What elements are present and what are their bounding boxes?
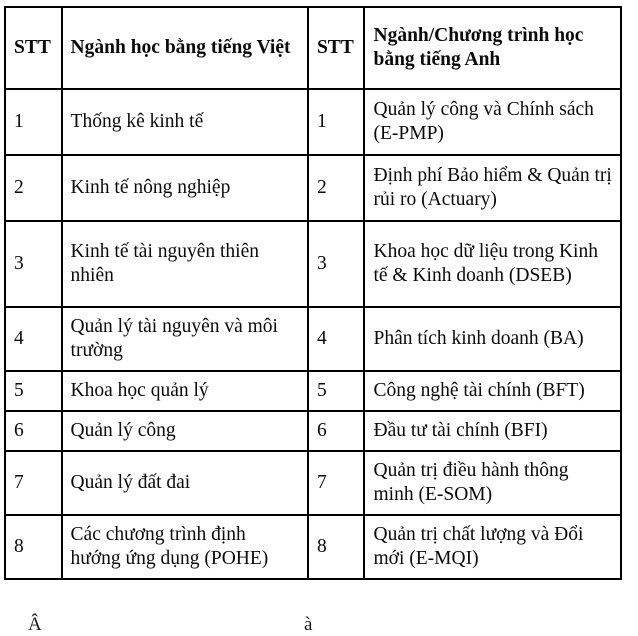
table-header [5,7,621,89]
cell-program-vietnamese: Quản lý công [62,411,308,451]
clipped-glyph-right: à [304,614,313,635]
column-header-stt-english: STT [308,7,365,89]
cell-stt-english: 3 [308,221,365,307]
cell-program-english: Khoa học dữ liệu trong Kinh tế & Kinh doanh (DSEB) [364,221,621,307]
cell-program-english: Quản trị điều hành thông minh (E-SOM) [364,451,621,515]
table-row [5,371,621,411]
cell-stt-english: 2 [308,155,365,221]
cell-stt-vietnamese: 8 [5,515,62,579]
cell-stt-english: 4 [308,307,365,371]
cell-stt-english: 8 [308,515,365,579]
cell-stt-vietnamese: 5 [5,371,62,411]
cell-program-english: Phân tích kinh doanh (BA) [364,307,621,371]
cell-stt-vietnamese: 6 [5,411,62,451]
cell-stt-english: 5 [308,371,365,411]
table-header-row [5,7,621,89]
cell-program-vietnamese: Khoa học quản lý [62,371,308,411]
cell-program-vietnamese: Các chương trình định hướng ứng dụng (POHE) [62,515,308,579]
cell-stt-english: 1 [308,89,365,155]
cell-stt-english: 6 [308,411,365,451]
cell-stt-vietnamese: 7 [5,451,62,515]
cell-stt-english: 7 [308,451,365,515]
cell-program-english: Định phí Bảo hiểm & Quản trị rủi ro (Actuary) [364,155,621,221]
cell-program-english: Quản lý công và Chính sách (E-PMP) [364,89,621,155]
clipped-next-row [4,614,622,635]
table-row [5,515,621,579]
academic-programs-table [4,6,622,580]
column-header-program-vietnamese: Ngành học bằng tiếng Việt [62,7,308,89]
table-row [5,155,621,221]
cell-stt-vietnamese: 4 [5,307,62,371]
cell-program-vietnamese: Quản lý đất đai [62,451,308,515]
column-header-program-english: Ngành/Chương trình học bằng tiếng Anh [364,7,621,89]
cell-program-english: Công nghệ tài chính (BFT) [364,371,621,411]
cell-program-english: Quản trị chất lượng và Đổi mới (E-MQI) [364,515,621,579]
cell-stt-vietnamese: 2 [5,155,62,221]
column-header-stt-vietnamese: STT [5,7,62,89]
table-row [5,221,621,307]
cell-program-vietnamese: Thống kê kinh tế [62,89,308,155]
cell-program-english: Đầu tư tài chính (BFI) [364,411,621,451]
cell-program-vietnamese: Quản lý tài nguyên và môi trường [62,307,308,371]
clipped-glyph-left: Â [28,614,42,635]
cell-stt-vietnamese: 1 [5,89,62,155]
cell-stt-vietnamese: 3 [5,221,62,307]
table-row [5,89,621,155]
table-body [5,89,621,579]
cell-program-vietnamese: Kinh tế nông nghiệp [62,155,308,221]
table-row [5,307,621,371]
table-row [5,411,621,451]
cell-program-vietnamese: Kinh tế tài nguyên thiên nhiên [62,221,308,307]
table-row [5,451,621,515]
